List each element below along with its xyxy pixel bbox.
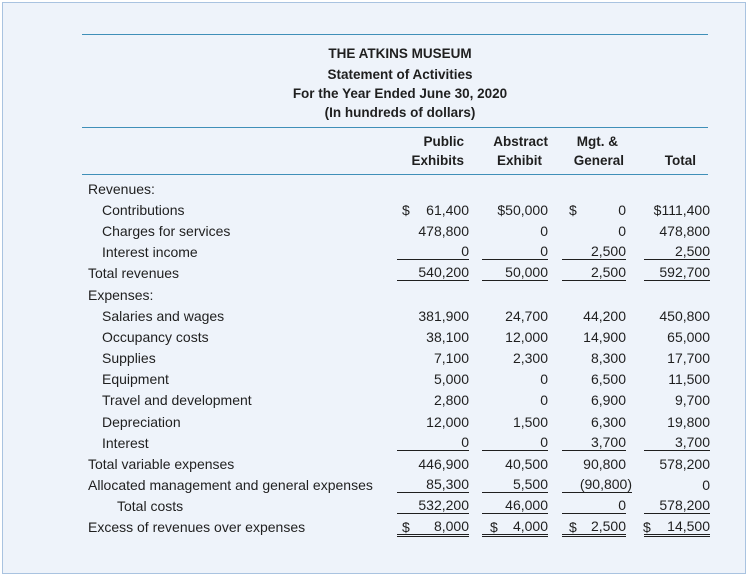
org-name: THE ATKINS MUSEUM bbox=[328, 46, 472, 61]
cell-total-costs-total: 578,200 bbox=[644, 498, 710, 514]
cell-contributions-public: 61,400 bbox=[426, 202, 469, 218]
col-public-line2: Exhibits bbox=[411, 153, 464, 168]
cell-salaries-abstract: 24,700 bbox=[505, 308, 548, 324]
cell-depreciation-total: 19,800 bbox=[667, 414, 710, 430]
cell-salaries-public: 381,900 bbox=[418, 308, 469, 324]
cell-total-costs-mgt: 0 bbox=[562, 498, 626, 514]
cell-depreciation-mgt: 6,300 bbox=[590, 414, 626, 430]
cell-allocated-abstract: 5,500 bbox=[482, 477, 548, 493]
cell-salaries-total: 450,800 bbox=[659, 308, 710, 324]
statement-period: For the Year Ended June 30, 2020 bbox=[292, 86, 508, 101]
row-label-charges: Charges for services bbox=[102, 223, 231, 239]
cell-depreciation-public: 12,000 bbox=[426, 414, 469, 430]
cell-occupancy-total: 65,000 bbox=[667, 329, 710, 345]
row-label-interest: Interest bbox=[102, 435, 149, 451]
dollar-sign: $ bbox=[402, 202, 410, 218]
cell-charges-abstract: 0 bbox=[540, 223, 548, 239]
dollar-sign: $ bbox=[402, 519, 410, 535]
cell-total-costs-public: 532,200 bbox=[397, 498, 469, 514]
cell-interest-income-total: 2,500 bbox=[644, 244, 710, 260]
cell-total-revenues-mgt: 2,500 bbox=[562, 265, 626, 281]
cell-excess-public: 8,000 bbox=[397, 519, 469, 537]
col-public-line1: Public bbox=[423, 134, 464, 149]
cell-allocated-total: 0 bbox=[702, 477, 710, 493]
statement-units: (In hundreds of dollars) bbox=[324, 105, 476, 120]
row-label-equipment: Equipment bbox=[102, 371, 169, 387]
cell-contributions-mgt: 0 bbox=[618, 202, 626, 218]
cell-total-costs-abstract: 46,000 bbox=[482, 498, 548, 514]
cell-equipment-public: 5,000 bbox=[433, 371, 469, 387]
row-label-interest-income: Interest income bbox=[102, 244, 198, 260]
cell-salaries-mgt: 44,200 bbox=[583, 308, 626, 324]
cell-equipment-mgt: 6,500 bbox=[590, 371, 626, 387]
col-mgt-line1: Mgt. & bbox=[576, 134, 618, 149]
cell-interest-mgt: 3,700 bbox=[562, 435, 626, 451]
dollar-sign: $ bbox=[490, 519, 498, 535]
row-label-total-variable: Total variable expenses bbox=[88, 456, 235, 472]
cell-interest-total: 3,700 bbox=[644, 435, 710, 451]
cell-excess-total: 14,500 bbox=[644, 519, 710, 537]
cell-allocated-public: 85,300 bbox=[397, 477, 469, 493]
cell-total-revenues-abstract: 50,000 bbox=[482, 265, 548, 281]
cell-excess-mgt: 2,500 bbox=[562, 519, 626, 537]
col-mgt-line2: General bbox=[573, 153, 624, 168]
column-rule bbox=[82, 174, 708, 175]
cell-interest-income-public: 0 bbox=[397, 244, 469, 260]
cell-charges-total: 478,800 bbox=[659, 223, 710, 239]
cell-contributions-abstract: $50,000 bbox=[497, 202, 548, 218]
row-label-supplies: Supplies bbox=[102, 350, 156, 366]
dollar-sign: $ bbox=[569, 202, 577, 218]
col-abstract-line1: Abstract bbox=[493, 134, 548, 149]
cell-allocated-mgt: (90,800) bbox=[562, 477, 632, 493]
cell-excess-abstract: 4,000 bbox=[482, 519, 548, 537]
cell-depreciation-abstract: 1,500 bbox=[512, 414, 548, 430]
row-label-salaries: Salaries and wages bbox=[102, 308, 225, 324]
row-label-total-costs: Total costs bbox=[117, 498, 184, 514]
row-label-occupancy: Occupancy costs bbox=[102, 329, 209, 345]
cell-travel-public: 2,800 bbox=[433, 392, 469, 408]
cell-interest-public: 0 bbox=[397, 435, 469, 451]
cell-total-variable-public: 446,900 bbox=[418, 456, 469, 472]
cell-occupancy-abstract: 12,000 bbox=[505, 329, 548, 345]
cell-occupancy-public: 38,100 bbox=[426, 329, 469, 345]
dollar-sign: $ bbox=[643, 519, 651, 535]
cell-equipment-total: 11,500 bbox=[668, 371, 710, 387]
cell-travel-abstract: 0 bbox=[540, 392, 548, 408]
cell-interest-income-abstract: 0 bbox=[482, 244, 548, 260]
cell-charges-public: 478,800 bbox=[418, 223, 469, 239]
cell-supplies-public: 7,100 bbox=[433, 350, 469, 366]
row-label-excess: Excess of revenues over expenses bbox=[88, 519, 306, 535]
cell-travel-mgt: 6,900 bbox=[590, 392, 626, 408]
cell-interest-income-mgt: 2,500 bbox=[562, 244, 626, 260]
cell-supplies-abstract: 2,300 bbox=[512, 350, 548, 366]
row-label-depreciation: Depreciation bbox=[102, 414, 181, 430]
row-label-travel: Travel and development bbox=[102, 392, 252, 408]
cell-total-variable-abstract: 40,500 bbox=[505, 456, 548, 472]
cell-charges-mgt: 0 bbox=[618, 223, 626, 239]
cell-occupancy-mgt: 14,900 bbox=[583, 329, 626, 345]
cell-total-variable-total: 578,200 bbox=[659, 456, 710, 472]
cell-equipment-abstract: 0 bbox=[540, 371, 548, 387]
header-rule bbox=[82, 127, 708, 128]
col-total: Total bbox=[664, 153, 696, 168]
cell-contributions-total: $111,400 bbox=[653, 202, 710, 218]
col-abstract-line2: Exhibit bbox=[496, 153, 542, 168]
cell-supplies-total: 17,700 bbox=[667, 350, 710, 366]
revenues-heading: Revenues: bbox=[88, 181, 155, 197]
dollar-sign: $ bbox=[569, 519, 577, 535]
cell-interest-abstract: 0 bbox=[482, 435, 548, 451]
row-label-total-revenues: Total revenues bbox=[88, 265, 180, 281]
statement-name: Statement of Activities bbox=[327, 67, 473, 82]
expenses-heading: Expenses: bbox=[88, 287, 154, 303]
row-label-allocated: Allocated management and general expenses bbox=[88, 477, 373, 493]
cell-total-revenues-public: 540,200 bbox=[397, 265, 469, 281]
top-rule bbox=[82, 34, 708, 35]
row-label-contributions: Contributions bbox=[102, 202, 185, 218]
cell-supplies-mgt: 8,300 bbox=[590, 350, 626, 366]
cell-total-revenues-total: 592,700 bbox=[644, 265, 710, 281]
cell-total-variable-mgt: 90,800 bbox=[583, 456, 626, 472]
cell-travel-total: 9,700 bbox=[674, 392, 710, 408]
